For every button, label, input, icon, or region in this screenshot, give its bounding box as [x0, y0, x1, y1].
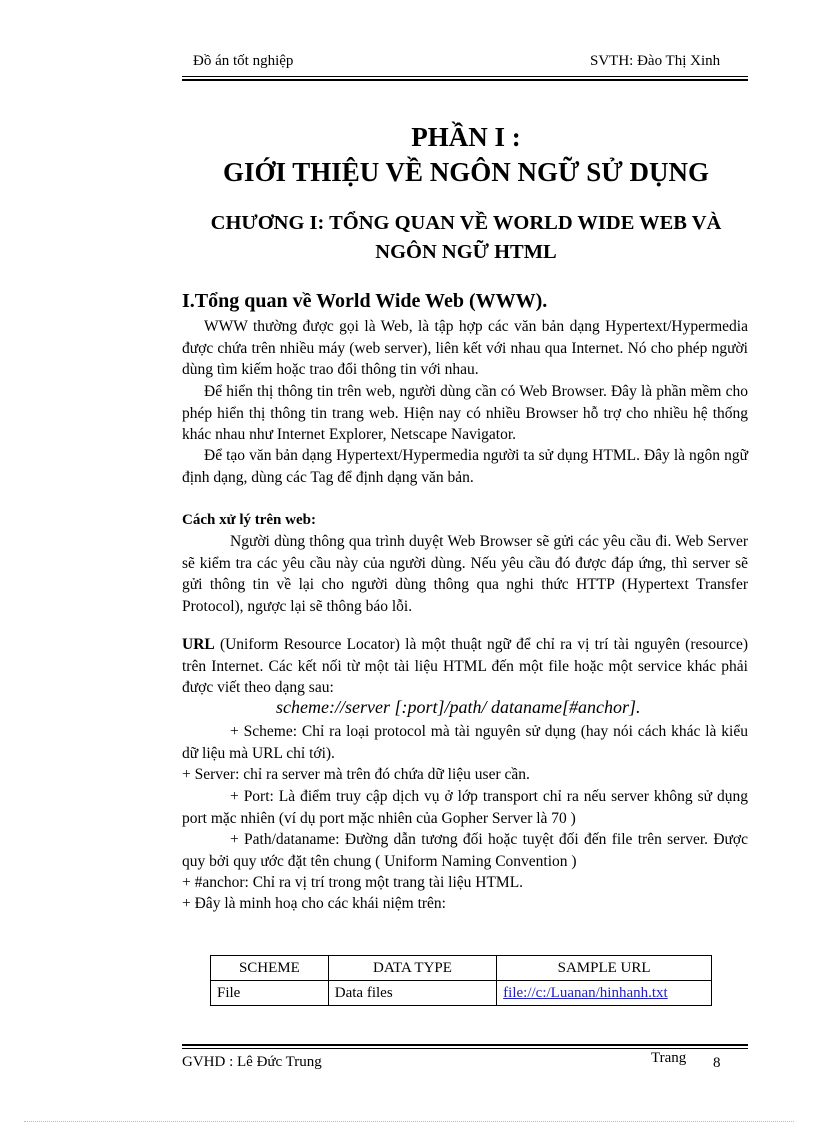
paragraph-html	[182, 445, 748, 488]
table-header-row	[211, 956, 712, 981]
table-header-scheme: SCHEME	[211, 956, 329, 981]
processing-paragraph-text: Người dùng thông qua trình duyệt Web Browser sẽ gửi các yêu cầu đi. Web Server sẽ kiểm tra các yêu cầu này của người dùng. Nếu yêu cầu đó được đáp ứng, thì server sẽ gửi thông tin về lại cho người dùng thông qua nghi thức HTTP (Hypertext Transfer Protocol), ngược lại sẽ thông báo lỗi.	[182, 533, 748, 615]
page-bottom-dotted-border	[24, 1121, 794, 1122]
part-title: PHẦN I :	[411, 122, 521, 152]
paragraph-html-text: Để tạo văn bản dạng Hypertext/Hypermedia người ta sử dụng HTML. Đây là ngôn ngữ định dạng, dùng các Tag để định dạng văn bản.	[182, 447, 748, 486]
url-item-scheme-text: + Scheme: Chỉ ra loại protocol mà tài nguyên sử dụng (hay nói cách khác là kiểu dữ liệu mà URL chỉ tới).	[182, 723, 748, 762]
url-item-port	[182, 786, 748, 829]
footer-page-number: 8	[713, 1055, 721, 1071]
url-item-port-text: + Port: Là điểm truy cập dịch vụ ở lớp transport chỉ ra nếu server không sử dụng port mặc nhiên (ví dụ port mặc nhiên của Gopher Server là 70 )	[182, 788, 748, 827]
table-cell-scheme: File	[211, 981, 329, 1006]
table-cell-sample-url	[497, 981, 712, 1006]
chapter-title-line1: CHƯƠNG I: TỔNG QUAN VỀ WORLD WIDE WEB VÀ	[210, 212, 722, 234]
url-term: URL	[182, 636, 215, 653]
url-item-scheme	[182, 721, 748, 764]
chapter-title-line2: NGÔN NGỮ HTML	[375, 241, 557, 263]
url-item-path-text: + Path/dataname: Đường dẫn tương đối hoặc tuyệt đối đến file trên server. Được quy bởi quy ước đặt tên chung ( Uniform Naming Convention )	[182, 831, 748, 870]
url-item-anchor-text: + #anchor: Chỉ ra vị trí trong một trang tài liệu HTML.	[182, 874, 524, 891]
section-heading: I.Tổng quan về World Wide Web (WWW).	[182, 290, 548, 312]
url-item-illustration	[182, 893, 748, 915]
header-rule-thin	[182, 76, 748, 77]
url-item-anchor	[182, 872, 748, 894]
paragraph-browser	[182, 381, 748, 446]
header-right: SVTH: Đào Thị Xinh	[590, 53, 721, 69]
table-header-data-type: DATA TYPE	[328, 956, 496, 981]
url-scheme-table	[210, 955, 712, 1006]
table-cell-data-type: Data files	[328, 981, 496, 1006]
processing-paragraph	[182, 531, 748, 617]
table-header-sample-url: SAMPLE URL	[497, 956, 712, 981]
url-paragraph	[182, 634, 748, 699]
table-row	[211, 981, 712, 1006]
processing-heading: Cách xử lý trên web:	[182, 512, 316, 528]
paragraph-www-text: WWW thường được gọi là Web, là tập hợp các văn bản dạng Hypertext/Hypermedia được chứa trên nhiều máy (web server), liên kết với nhau qua Internet. Nó cho phép người dùng tìm kiếm hoặc trao đổi thông tin với nhau.	[182, 318, 748, 378]
footer-page-label: Trang	[651, 1050, 687, 1066]
header-rule-thick	[182, 79, 748, 81]
paragraph-browser-text: Để hiển thị thông tin trên web, người dùng cần có Web Browser. Đây là phần mềm cho phép hiển thị thông tin trang web. Hiện nay có nhiều Browser hỗ trợ cho nhiều hệ thống khác nhau như Internet Explorer, Netscape Navigator.	[182, 383, 748, 443]
url-item-server-text: + Server: chỉ ra server mà trên đó chứa dữ liệu user cần.	[182, 766, 530, 783]
url-syntax: scheme://server [:port]/path/ dataname[#anchor].	[276, 697, 641, 717]
header-left: Đồ án tốt nghiệp	[193, 53, 294, 69]
footer-rule-thick	[182, 1044, 748, 1046]
part-subtitle: GIỚI THIỆU VỀ NGÔN NGỮ SỬ DỤNG	[222, 157, 710, 187]
url-item-illustration-text: + Đây là minh hoạ cho các khái niệm trên:	[182, 895, 446, 912]
footer-rule-thin	[182, 1048, 748, 1049]
url-item-server	[182, 764, 748, 786]
footer-left: GVHD : Lê Đức Trung	[182, 1054, 322, 1070]
url-item-path	[182, 829, 748, 872]
sample-url-link[interactable]: file://c:/Luanan/hinhanh.txt	[503, 984, 668, 1001]
url-paragraph-text: (Uniform Resource Locator) là một thuật ngữ để chỉ ra vị trí tài nguyên (resource) trên Internet. Các kết nối từ một tài liệu HTML đến một file hoặc một service khác phải được viết theo dạng sau:	[182, 636, 748, 696]
paragraph-www	[182, 316, 748, 381]
